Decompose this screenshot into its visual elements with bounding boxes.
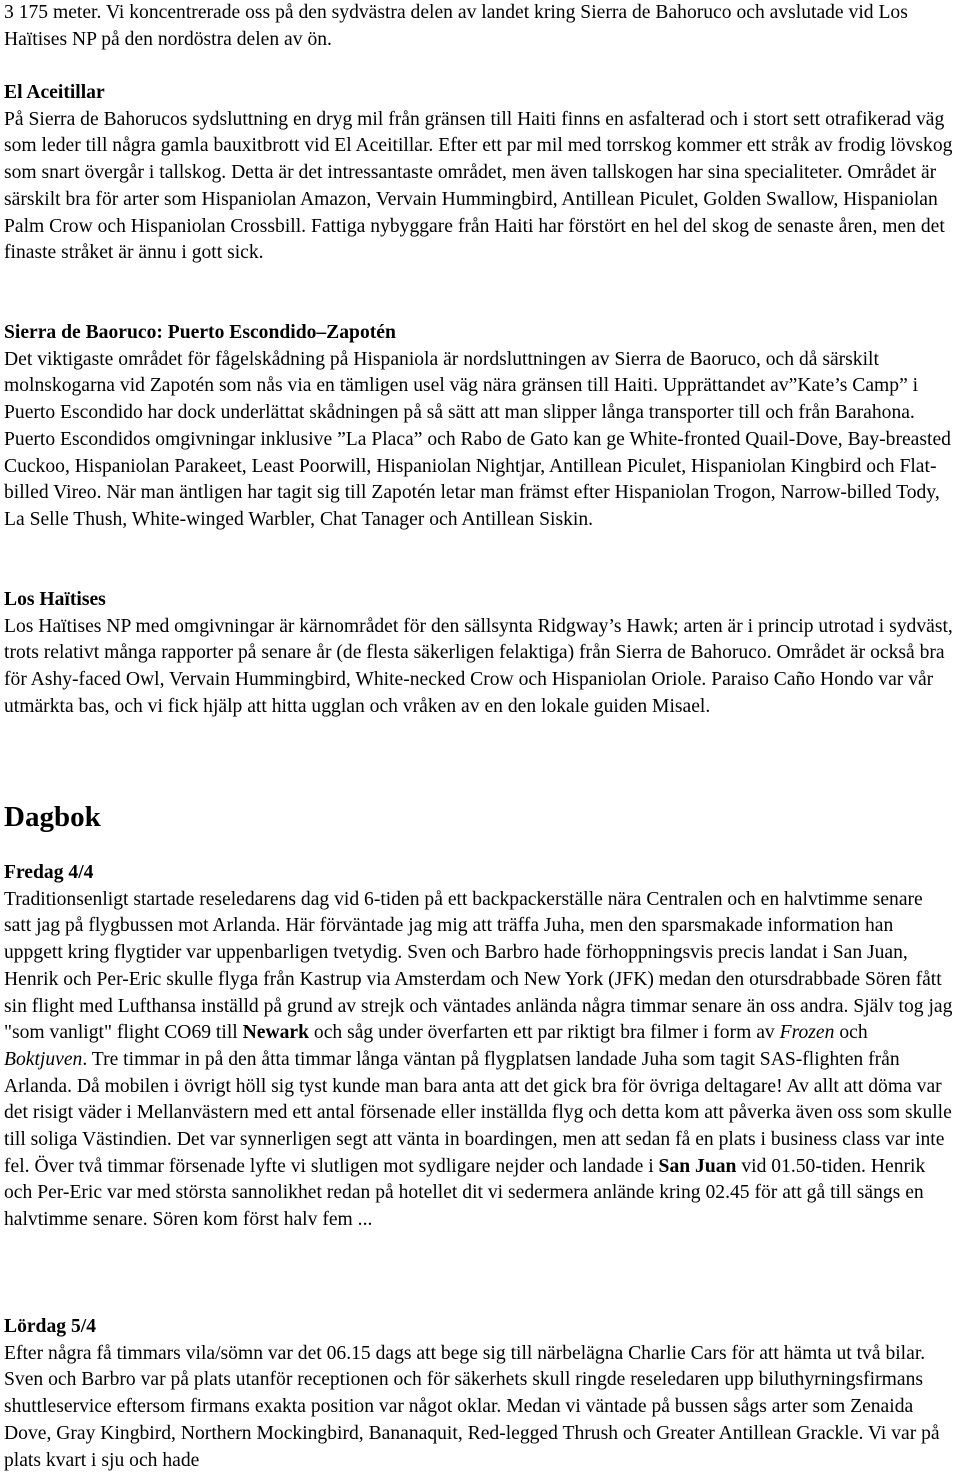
text-run: vid 01.50-tiden. Henrik och Per-Eric var med största sannolikhet redan på hotellet dit vi sedermera anlände kring 02.45 för att gå till sängs en halvtimme senare. Sören kom först halv fem ... [4,1155,926,1231]
diary-heading: Dagbok [4,801,101,833]
section-fredag [4,860,954,1234]
intro-paragraph: 3 175 meter. Vi koncentrerade oss på den sydvästra delen av landet kring Sierra de Bahoruco och avslutade vid Los Haïtises NP på den nordöstra delen av ön. [4,2,908,50]
section-baoruco [4,320,954,534]
section-title: Sierra de Baoruco: Puerto Escondido–Zapotén [4,322,396,343]
section-body: Det viktigaste området för fågelskådning på Hispaniola är nordsluttningen av Sierra de Baoruco, och då särskilt molnskogarna vid Zapotén som nås via en tämligen usel väg nära gränsen till Haiti. Upprättandet av”Kate’s Camp” i Puerto Escondido har dock underlättat skådningen på så sätt att man slipper långa transporter till och från Barahona. Puerto Escondidos omgivningar inklusive ”La Placa” och Rabo de Gato kan ge White-fronted Quail-Dove, Bay-breasted Cuckoo, Hispaniolan Parakeet, Least Poorwill, Hispaniolan Nightjar, Antillean Piculet, Hispaniolan Kingbird och Flat-billed Vireo. När man äntligen har tagit sig till Zapotén letar man främst efter Hispaniolan Trogon, Narrow-billed Tody, La Selle Thush, White-winged Warbler, Chat Tanager och Antillean Siskin. [4,348,951,530]
day-title: Fredag 4/4 [4,862,94,883]
section-title: Los Haïtises [4,589,106,610]
day-body [4,887,954,1234]
text-run: och såg under överfarten ett par riktigt bra filmer i form av [309,1022,780,1044]
day-body: Efter några få timmars vila/sömn var det 06.15 dags att bege sig till närbelägna Charlie Cars för att hämta ut två bilar. Sven och Barbro var på plats utanför receptionen och för säkerhets skull ringde reseledaren upp biluthyrningsfirmans shuttleservice eftersom firmans exakta position var något oklar. Medan vi väntade på bussen sågs arter som Zenaida Dove, Gray Kingbird, Northern Mockingbird, Bananaquit, Red-legged Thrush och Greater Antillean Grackle. Vi var på plats kvart i sju och hade [4,1342,940,1471]
text-run: och [834,1022,868,1044]
section-lordag [4,1314,954,1474]
section-body: Los Haïtises NP med omgivningar är kärnområdet för den sällsynta Ridgway’s Hawk; arten är i princip utrotad i sydväst, trots relativt många rapporter på senare år (de flesta säkerligen felaktiga) från Sierra de Bahoruco. Området är också bra för Ashy-faced Owl, Vervain Hummingbird, White-necked Crow och Hispaniolan Oriole. Paraiso Caño Hondo var vår utmärkta bas, och vi fick hjälp att hitta ugglan och vråken av en den lokale guiden Misael. [4,615,953,717]
section-title: El Aceitillar [4,82,105,103]
section-haitises [4,587,954,721]
place-san-juan: San Juan [658,1155,737,1177]
day-title: Lördag 5/4 [4,1316,96,1337]
text-run: Traditionsenligt startade reseledarens dag vid 6-tiden på ett backpackerställe nära Centralen och en halvtimme senare satt jag på flygbussen mot Arlanda. Här förväntade jag mig att träffa Juha, men den sparsmakade information han uppgett kring flygtider var uppenbarligen tvetydig. Sven och Barbro hade förhoppningsvis precis landat i San Juan, Henrik och Per-Eric skulle flyga från Kastrup via Amsterdam och New York (JFK) medan den otursdrabbade Sören fått sin flight med Lufthansa inställd på grund av strejk och väntades anlända några timmar senare än oss andra. Själv tog jag "som vanligt" flight CO69 till [4,888,953,1044]
film-title: Frozen [779,1022,835,1044]
film-title: Boktjuven [4,1048,83,1070]
text-run: . Tre timmar in på den åtta timmar långa väntan på flygplatsen landade Juha som tagit SAS-flighten från Arlanda. Då mobilen i övrigt höll sig tyst kunde man bara anta att det gick bra för övriga deltagare! Av allt att döma var det risigt väder i Mellanvästern med ett antal försenade eller inställda flyg och detta kom att påverka även oss som skulle till soliga Västindien. Det var synnerligen segt att vänta in boardingen, men att sedan få en plats i business class var inte fel. Över två timmar försenade lyfte vi slutligen mot sydligare nejder och landade i [4,1048,952,1177]
section-aceitillar [4,80,954,267]
place-newark: Newark [242,1022,309,1044]
section-body: På Sierra de Bahorucos sydsluttning en dryg mil från gränsen till Haiti finns en asfalterad och i stort sett otrafikerad väg som leder till några gamla bauxitbrott vid El Aceitillar. Efter ett par mil med torrskog kommer ett stråk av frodig lövskog som snart övergår i tallskog. Detta är det intressantaste området, men även tallskogen har sina specialiteter. Området är särskilt bra för arter som Hispaniolan Amazon, Vervain Hummingbird, Antillean Piculet, Golden Swallow, Hispaniolan Palm Crow och Hispaniolan Crossbill. Fattiga nybyggare från Haiti har förstört en hel del skog de senaste åren, men det finaste stråket är ännu i gott sick. [4,108,953,264]
